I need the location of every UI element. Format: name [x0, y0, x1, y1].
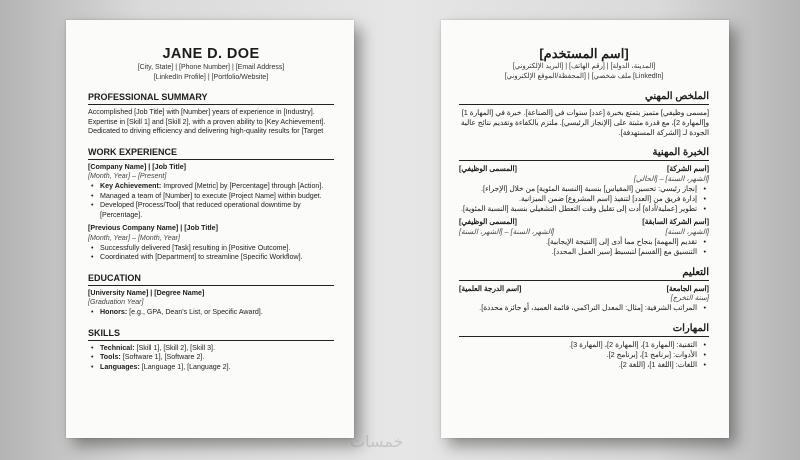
graduation-year: [سنة التخرج]: [670, 293, 709, 303]
job-bullets: [88, 244, 334, 263]
resume-page-english: [66, 20, 354, 438]
resume-name: JANE D. DOE: [162, 46, 260, 62]
list-item: [88, 244, 334, 254]
resume-page-arabic: [441, 20, 729, 438]
skills-list: [459, 340, 709, 369]
education-heading: EDUCATION: [88, 272, 334, 286]
university-name: [اسم الجامعة]: [666, 283, 709, 293]
bullet-lead: Key Achievement:: [100, 181, 162, 190]
skills-heading: المهارات: [459, 322, 709, 337]
bullet-text: Improved [Metric] by [Percentage] through [Action].: [161, 181, 324, 190]
list-item: [88, 182, 334, 192]
bullet-text: Successfully delivered [Task] resulting in [Positive Outcome].: [100, 243, 291, 252]
bullet-text: Coordinated with [Department] to streamline [Specific Workflow].: [100, 253, 303, 262]
education-bullets: [459, 303, 709, 313]
degree-name: [اسم الدرجة العلمية]: [459, 283, 522, 293]
skills-heading: SKILLS: [88, 327, 334, 341]
contact-line: [City, State] | [Phone Number] | [Email Address]: [137, 64, 285, 71]
bullet-text: [e.g., GPA, Dean's List, or Specific Award].: [127, 307, 263, 316]
contact-line: [المدينة، الدولة] | [رقم الهاتف] | [البريد الإلكتروني]: [512, 63, 656, 70]
experience-heading: WORK EXPERIENCE: [88, 146, 334, 160]
job-dates: [الشهر، السنة] – [الحالي]: [633, 174, 709, 184]
job-header: [459, 164, 709, 174]
list-item: [88, 353, 334, 363]
job-company: [اسم الشركة]: [666, 164, 709, 174]
bullet-text: Developed [Process/Tool] that reduced operational downtime by [Percentage].: [100, 201, 301, 219]
job-dates-range: [الشهر، السنة] – [الشهر، السنة]: [459, 227, 555, 237]
summary-text: Accomplished [Job Title] with [Number] years of experience in [Industry]. Expertise in [Skill 1] and [Skill 2], with a proven ability to [Key Achievement]. Dedicated to driving efficiency and delivering high-quality results for [Target: [88, 108, 326, 136]
list-item: [88, 253, 334, 263]
list-item: • التقنية: [المهارة 1]، [المهارة 2]، [المهارة 3].: [459, 340, 709, 350]
education-header: [University Name] | [Degree Name]: [88, 288, 205, 297]
summary-heading: PROFESSIONAL SUMMARY: [88, 91, 334, 105]
education-heading: التعليم: [459, 266, 709, 281]
bullet-lead: Languages:: [100, 362, 140, 371]
list-item: • إدارة فريق من [العدد] لتنفيذ [اسم المشروع] ضمن الميزانية.: [459, 194, 709, 204]
list-item: • تقديم [المهمة] بنجاح مما أدى إلى [النتيجة الإيجابية].: [459, 237, 709, 247]
graduation-year: [Graduation Year]: [88, 298, 144, 307]
list-item: [88, 308, 334, 318]
bullet-text: [Software 1], [Software 2].: [120, 353, 205, 362]
job-title: [المسمى الوظيفي]: [459, 217, 517, 227]
watermark: خمسات: [350, 432, 404, 451]
bullet-text: Managed a team of [Number] to execute [Project Name] within budget.: [100, 191, 322, 200]
education-bullets: [88, 308, 334, 318]
education-header: [459, 284, 709, 294]
bullet-lead: Honors:: [100, 307, 128, 316]
job-title: [المسمى الوظيفي]: [459, 164, 517, 174]
list-item: • المراتب الشرفية: [مثال: المعدل التراكمي، قائمة العميد، أو جائزة محددة].: [459, 303, 709, 313]
list-item: • التنسيق مع [القسم] لتبسيط [سير العمل المحدد].: [459, 247, 709, 257]
list-item: [88, 192, 334, 202]
job-header: [Company Name] | [Job Title]: [88, 162, 187, 171]
list-item: • إنجاز رئيسي: تحسين [المقياس] بنسبة [النسبة المئوية] من خلال [الإجراء].: [459, 184, 709, 194]
job-header: [459, 217, 709, 227]
job-dates: [Month, Year] – [Month, Year]: [88, 233, 181, 242]
job-dates: [459, 227, 709, 237]
job-entry: [459, 164, 709, 213]
job-company: [اسم الشركة السابقة]: [642, 217, 709, 227]
list-item: • الأدوات: [برنامج 1]، [برنامج 2].: [459, 350, 709, 360]
list-item: [88, 344, 334, 354]
bullet-text: [Skill 1], [Skill 2], [Skill 3].: [134, 343, 215, 352]
resume-name: [اسم المستخدم]: [539, 46, 629, 61]
bullet-lead: Tools:: [100, 353, 121, 362]
list-item: • اللغات: [اللغة 1]، [اللغة 2].: [459, 360, 709, 370]
summary-text: [مسمى وظيفي] متميز يتمتع بخبرة [عدد] سنوات في [الصناعة]. خبرة في [المهارة 1] و[المهارة 2]، مع قدرة مثبتة على [الإنجاز الرئيسي]. ملتزم بالكفاءة وتقديم نتائج عالية الجودة لـ [الشركة المستهدفة].: [460, 108, 709, 137]
contact-line-links: [LinkedIn Profile] | [Portfolio/Website]: [153, 73, 269, 81]
job-header: [Previous Company Name] | [Job Title]: [88, 224, 218, 233]
job-entry: [459, 217, 709, 256]
job-bullets: [88, 182, 334, 220]
job-bullets: [459, 184, 709, 213]
job-dates-start: [الشهر، السنة]: [665, 227, 709, 237]
list-item: [88, 363, 334, 373]
bullet-lead: Technical:: [100, 343, 135, 352]
list-item: • تطوير [عملية/أداة] أدت إلى تقليل وقت التعطل التشغيلي بنسبة [النسبة المئوية].: [459, 204, 709, 214]
summary-heading: الملخص المهني: [459, 90, 709, 105]
experience-heading: الخبرة المهنية: [459, 146, 709, 161]
job-bullets: [459, 237, 709, 257]
job-dates: [Month, Year] – [Present]: [88, 172, 167, 181]
bullet-text: [Language 1], [Language 2].: [139, 362, 231, 371]
contact-line-links: [LinkedIn] ملف شخصي] | [المحفظة/الموقع الإلكتروني]: [504, 72, 664, 80]
job-entry: [88, 224, 334, 262]
list-item: [88, 201, 334, 220]
skills-list: [88, 344, 334, 373]
job-entry: [88, 163, 334, 221]
